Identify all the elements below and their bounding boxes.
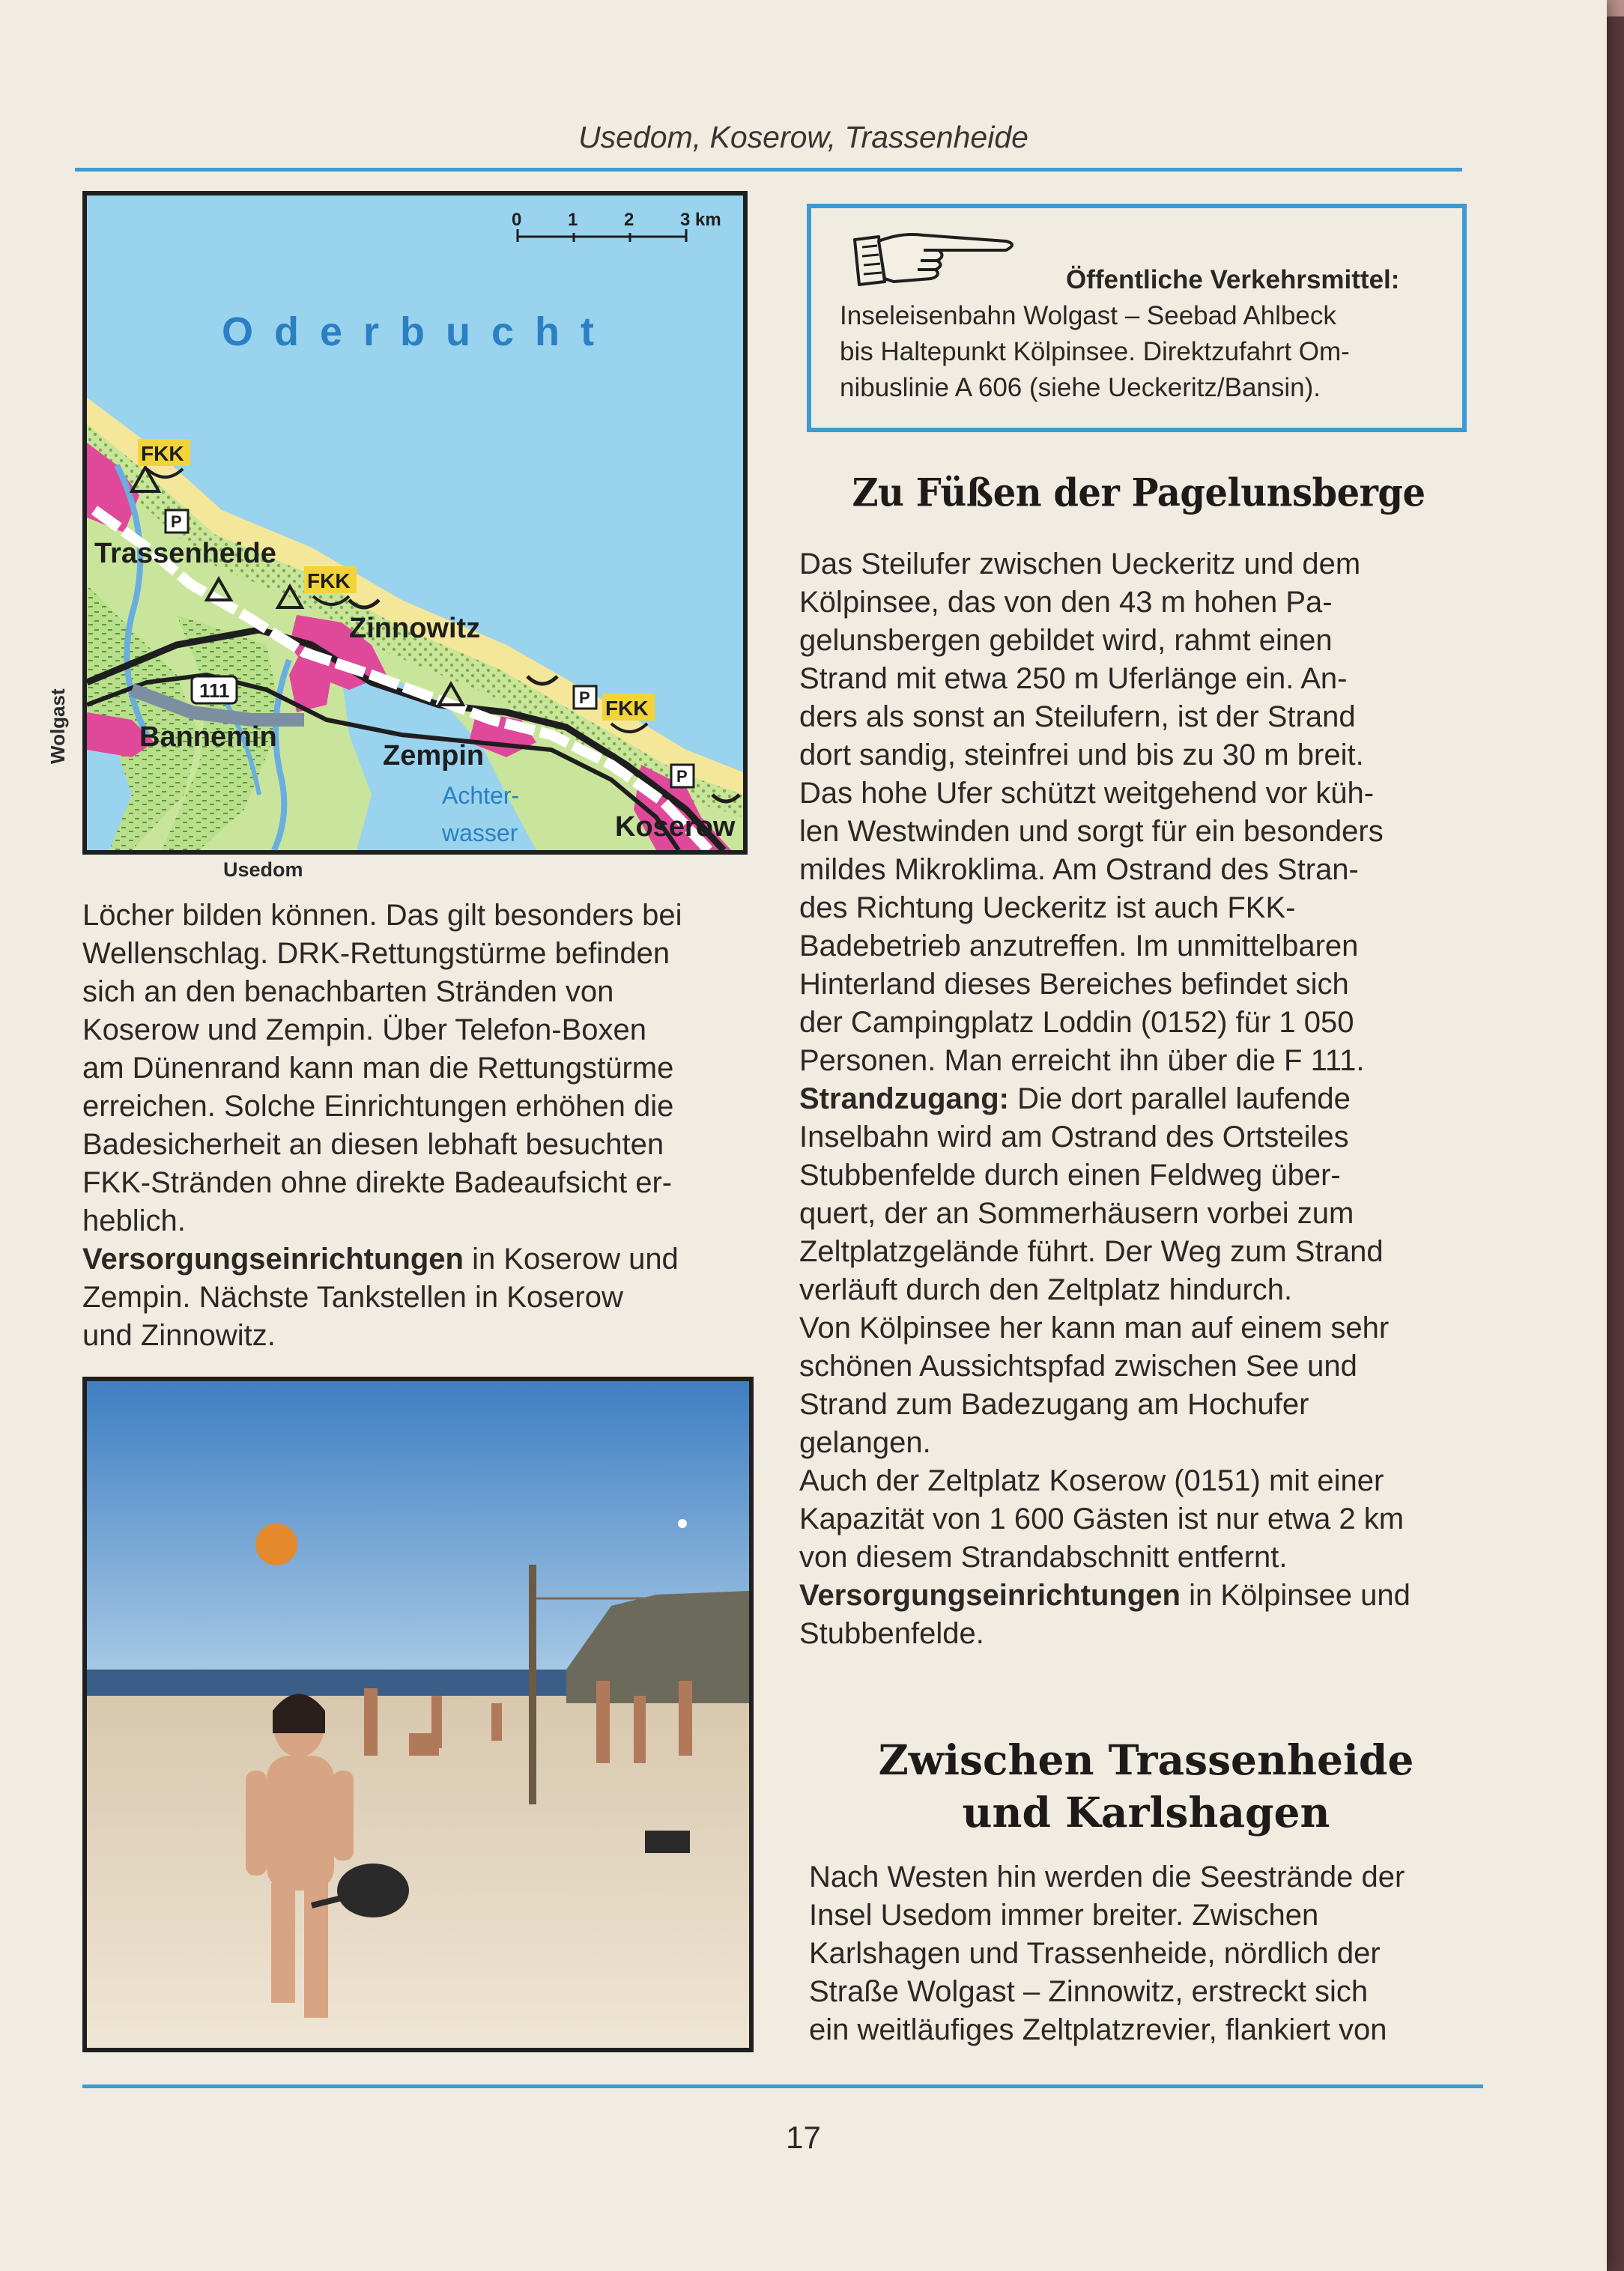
text-line: Strand zum Badezugang am Hochufer [799, 1388, 1309, 1421]
left-column-text [82, 897, 757, 1355]
scale-tick-1: 1 [568, 210, 578, 230]
text-line: Badesicherheit an diesen lebhaft besuchten [82, 1128, 664, 1161]
text-line: Auch der Zeltplatz Koserow (0151) mit einer [799, 1464, 1384, 1497]
section-heading-zwischen [824, 1734, 1468, 1839]
section-pagelunsberge-text [799, 545, 1473, 1653]
fkk-badge: FKK [605, 697, 649, 720]
text-line: Stubbenfelde durch einen Feldweg über- [799, 1159, 1341, 1192]
text-line: quert, der an Sommerhäusern vorbei zum [799, 1197, 1354, 1230]
text-line: erreichen. Solche Einrichtungen erhöhen die [82, 1090, 674, 1123]
text-line: Kölpinsee, das von den 43 m hohen Pa- [799, 586, 1333, 619]
text-run: Die dort parallel laufende [1008, 1082, 1351, 1115]
page-number: 17 [786, 2120, 821, 2155]
section-zwischen-text [809, 1858, 1479, 2049]
versorgung-label: Versorgungseinrichtungen [82, 1243, 464, 1276]
text-line: Kapazität von 1 600 Gästen ist nur etwa 2 km [799, 1503, 1405, 1535]
beach-photo [82, 1377, 754, 2052]
text-line: Badebetrieb anzutreffen. Im unmittelbaren [799, 930, 1359, 962]
text-line: Zempin. Nächste Tankstellen in Koserow [82, 1281, 623, 1314]
text-line: Hinterland dieses Bereiches befindet sich [799, 968, 1349, 1001]
place-koserow: Koserow [615, 811, 736, 843]
text-line: heblich. [82, 1204, 186, 1237]
map-bottom-label: Usedom [223, 858, 303, 881]
map [82, 191, 748, 855]
text-line: Strand mit etwa 250 m Uferlänge ein. An- [799, 662, 1348, 695]
place-trassenheide: Trassenheide [94, 538, 276, 569]
parking-symbol: P [579, 688, 590, 707]
beach-photo-graphic [87, 1381, 749, 2048]
info-box-body [840, 298, 1446, 406]
text-run: in Kölpinsee und [1180, 1579, 1411, 1612]
text-line: Von Kölpinsee her kann man auf einem sehr [799, 1312, 1390, 1344]
heading-line: Zwischen Trassenheide [878, 1735, 1414, 1784]
map-graphic [87, 195, 743, 850]
section-heading-pagelunsberge: Zu Füßen der Pagelunsberge [852, 470, 1425, 516]
text-line: Inselbahn wird am Ostrand des Ortsteiles [799, 1121, 1349, 1153]
map-side-label: Wolgast [46, 688, 69, 764]
text-line: gelunsbergen gebildet wird, rahmt einen [799, 624, 1333, 657]
text-line: Stubbenfelde. [799, 1617, 984, 1650]
info-box-line: nibuslinie A 606 (siehe Ueckeritz/Bansin). [840, 373, 1321, 402]
pointing-hand-icon [849, 226, 1021, 294]
text-line: sich an den benachbarten Stränden von [82, 975, 614, 1008]
text-line: verläuft durch den Zeltplatz hindurch. [799, 1273, 1293, 1306]
text-line: Das Steilufer zwischen Ueckeritz und dem [799, 548, 1361, 580]
running-head: Usedom, Koserow, Trassenheide [578, 120, 1028, 154]
scale-tick-3: 3 km [680, 210, 721, 230]
text-line: Nach Westen hin werden die Seestrände der [809, 1861, 1405, 1893]
text-line: Personen. Man erreicht ihn über die F 111. [799, 1044, 1365, 1077]
text-line: Das hohe Ufer schützt weitgehend vor küh- [799, 777, 1375, 810]
text-line: Straße Wolgast – Zinnowitz, erstreckt sich [809, 1975, 1369, 2008]
info-box-line: bis Haltepunkt Kölpinsee. Direktzufahrt Om- [840, 337, 1350, 366]
place-zinnowitz: Zinnowitz [349, 613, 481, 644]
info-box-title: Öffentliche Verkehrsmittel: [1066, 265, 1400, 294]
info-box [807, 204, 1467, 432]
text-line: Zeltplatzgelände führt. Der Weg zum Strand [799, 1235, 1384, 1268]
place-achterwasser-2: wasser [442, 819, 518, 846]
text-line [799, 1080, 1473, 1118]
text-line: von diesem Strandabschnitt entfernt. [799, 1541, 1288, 1574]
fkk-badge: FKK [141, 442, 184, 465]
place-achterwasser-1: Achter- [442, 782, 520, 809]
text-line: schönen Aussichtspfad zwischen See und [799, 1350, 1357, 1383]
sea-label: Oderbucht [222, 309, 616, 354]
top-rule [75, 168, 1462, 172]
text-line [82, 1240, 757, 1279]
text-line [799, 1577, 1473, 1615]
text-line: Insel Usedom immer breiter. Zwischen [809, 1899, 1319, 1932]
text-line: Koserow und Zempin. Über Telefon-Boxen [82, 1013, 647, 1046]
place-bannemin: Bannemin [139, 721, 277, 753]
place-zempin: Zempin [383, 740, 485, 771]
versorgung-label: Versorgungseinrichtungen [799, 1579, 1181, 1612]
text-line: der Campingplatz Loddin (0152) für 1 050 [799, 1006, 1354, 1039]
text-line: len Westwinden und sorgt für ein besonders [799, 815, 1384, 848]
text-line: des Richtung Ueckeritz ist auch FKK- [799, 891, 1296, 924]
text-line: Karlshagen und Trassenheide, nördlich der [809, 1937, 1381, 1970]
parking-symbol: P [676, 767, 688, 786]
text-line: ein weitläufiges Zeltplatzrevier, flankiert von [809, 2013, 1387, 2046]
text-line: mildes Mikroklima. Am Ostrand des Stran- [799, 853, 1359, 886]
text-line: gelangen. [799, 1426, 931, 1459]
text-line: ders als sonst an Steilufern, ist der Strand [799, 700, 1356, 733]
info-box-line: Inseleisenbahn Wolgast – Seebad Ahlbeck [840, 301, 1336, 330]
scale-tick-2: 2 [624, 210, 634, 230]
scale-tick-0: 0 [512, 210, 522, 230]
text-line: Wellenschlag. DRK-Rettungstürme befinden [82, 937, 670, 970]
heading-line: und Karlshagen [962, 1788, 1330, 1837]
strandzugang-label: Strandzugang: [799, 1082, 1009, 1115]
fkk-badge: FKK [307, 569, 351, 592]
text-line: am Dünenrand kann man die Rettungstürme [82, 1052, 674, 1085]
text-line: dort sandig, steinfrei und bis zu 30 m breit. [799, 739, 1364, 771]
text-line: Löcher bilden können. Das gilt besonders bei [82, 899, 682, 932]
road-number: 111 [199, 679, 230, 702]
parking-symbol: P [171, 512, 182, 531]
text-run: in Koserow und [463, 1243, 679, 1276]
bottom-rule [82, 2084, 1483, 2088]
text-line: FKK-Stränden ohne direkte Badeaufsicht er- [82, 1166, 673, 1199]
text-line: und Zinnowitz. [82, 1319, 276, 1352]
